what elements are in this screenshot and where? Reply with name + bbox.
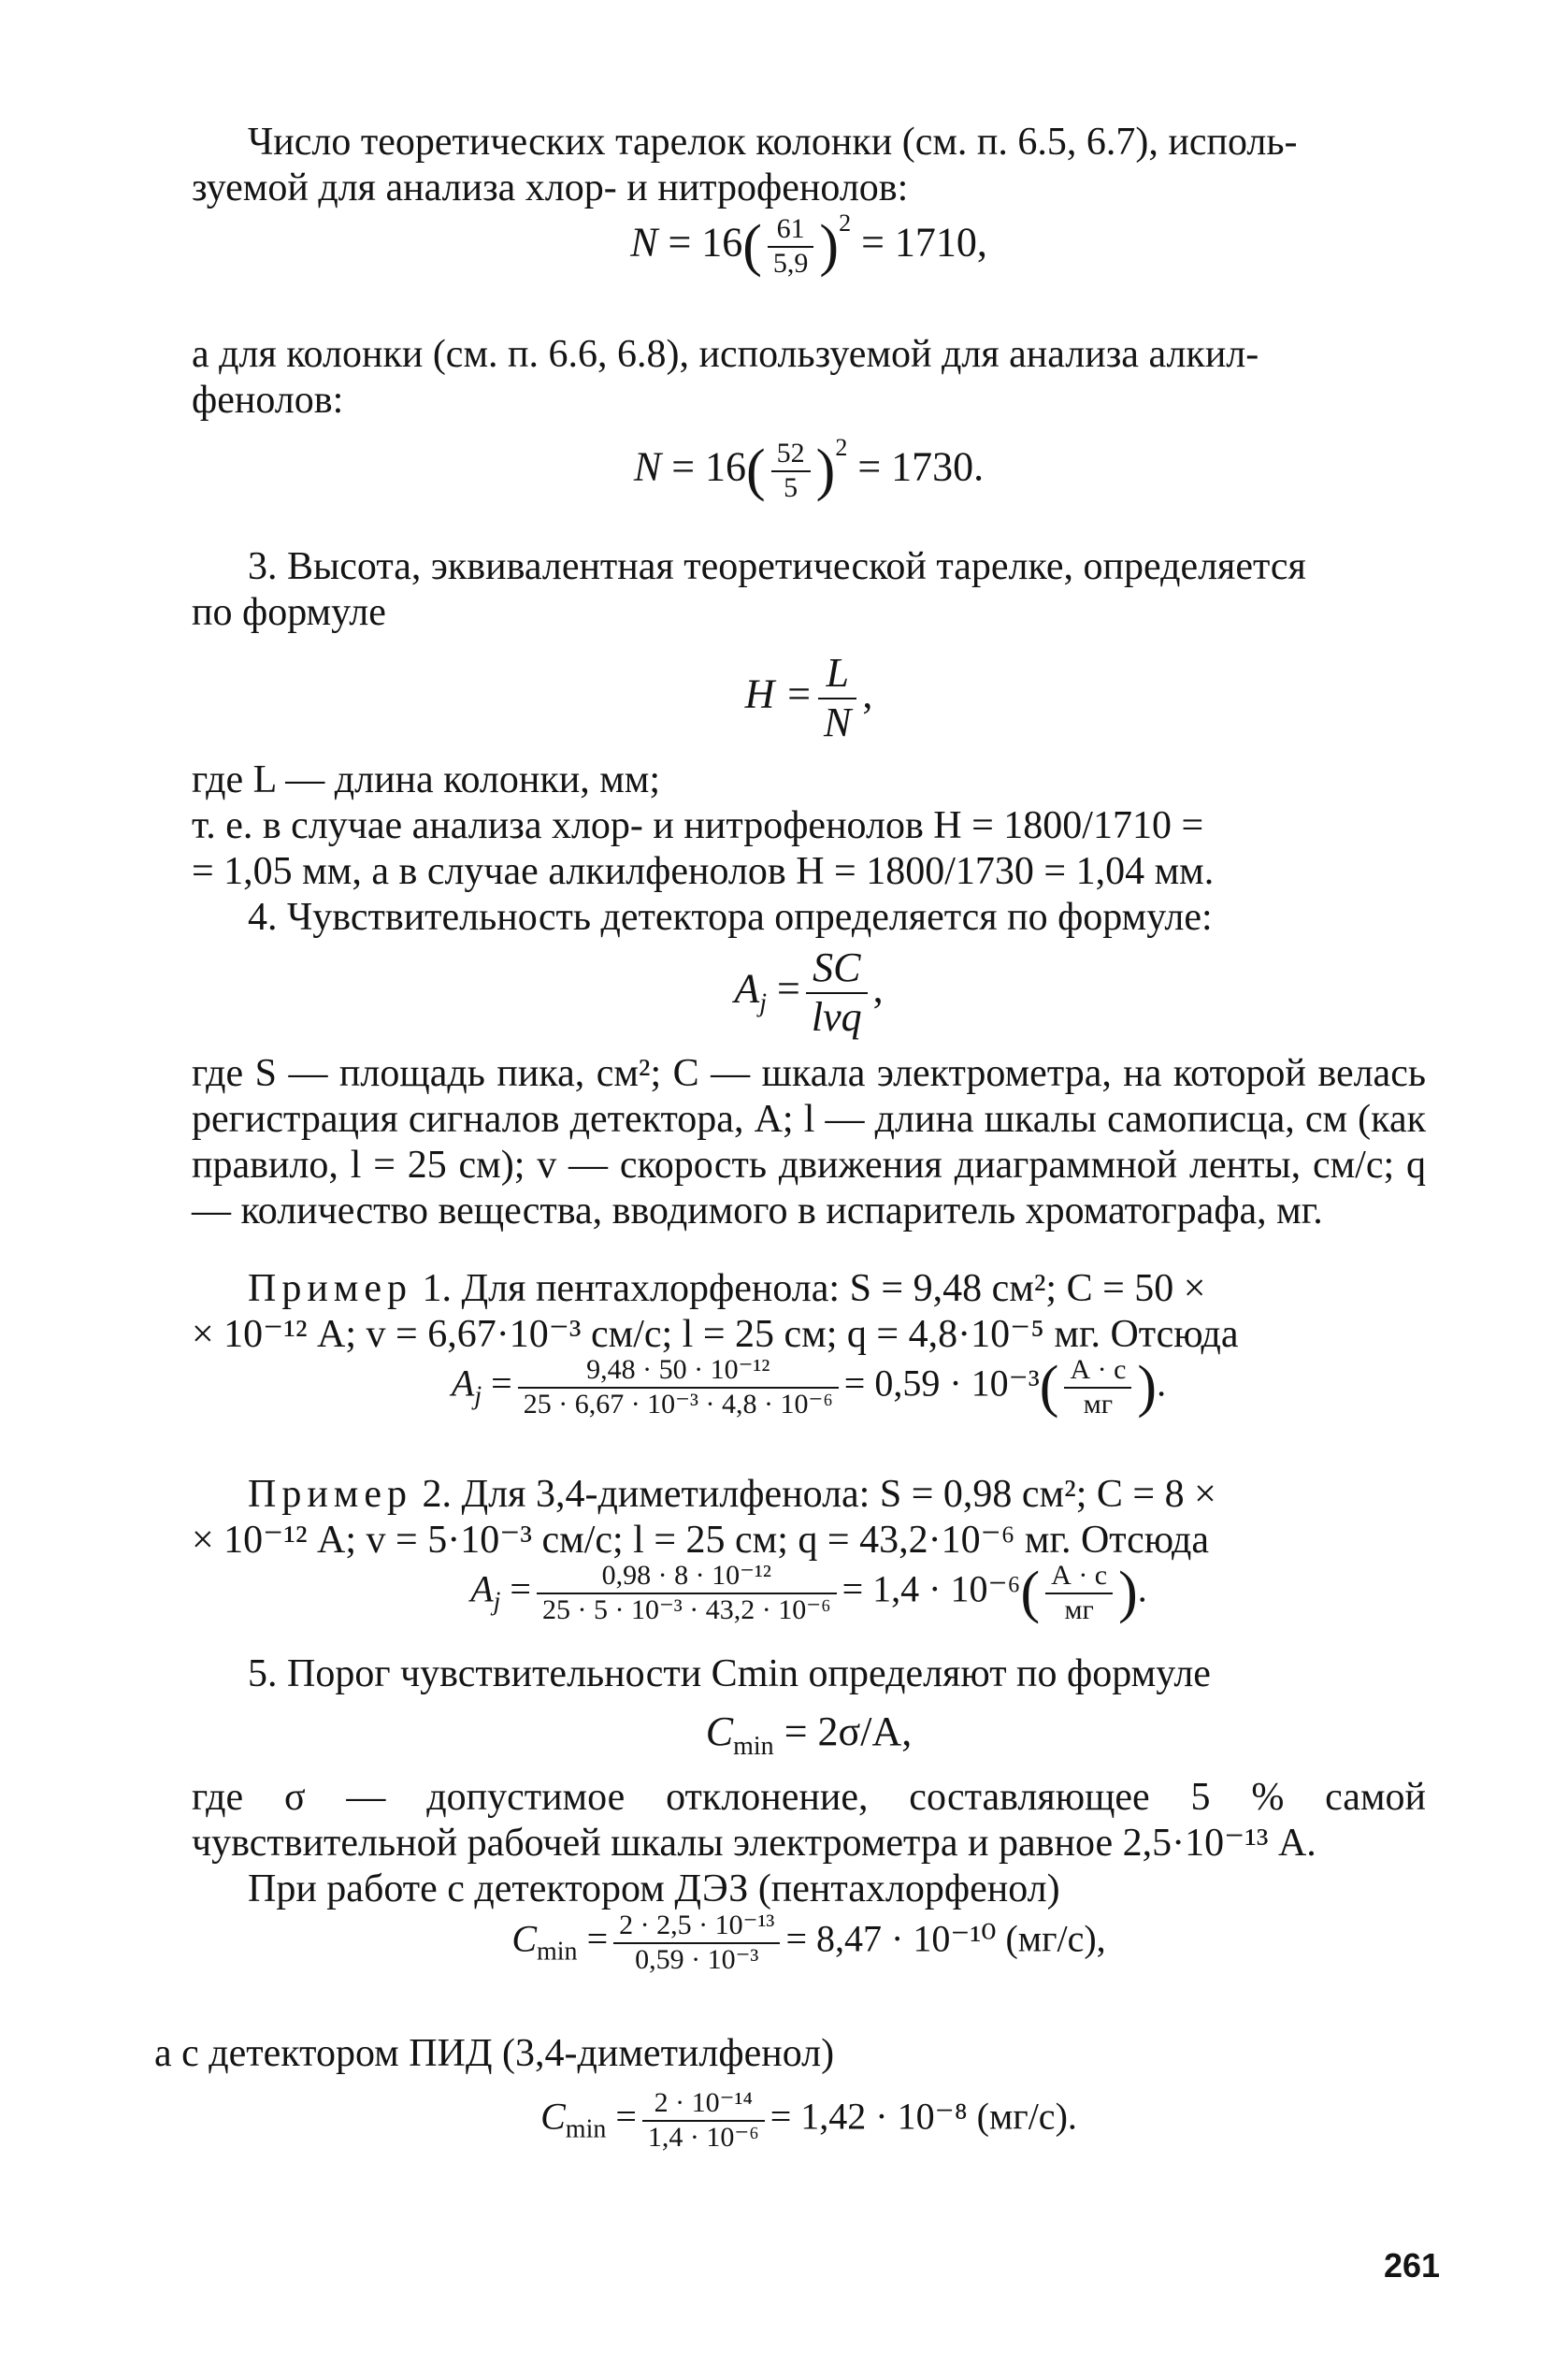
- eq3-tail: ,: [862, 670, 873, 717]
- eq3-denominator: N: [824, 699, 852, 745]
- eq2-coef: 16: [705, 443, 747, 490]
- eq4-tail: ,: [872, 965, 884, 1012]
- eq2-result: = 1730.: [857, 443, 985, 490]
- page-number: 261: [1384, 2246, 1441, 2285]
- where-s-paragraph: [192, 1051, 1426, 1234]
- eq6-unit-num: А · с: [1045, 1560, 1113, 1594]
- example-1-text-2: × 10⁻¹² А; v = 6,67·10⁻³ см/с; l = 25 см; q = 4,8·10⁻⁵ мг. Отсюда: [192, 1313, 1239, 1356]
- eq8-numerator: 2 · 2,5 · 10⁻¹³: [613, 1910, 780, 1944]
- eq9-denominator: 1,4 · 10⁻⁶: [647, 2121, 759, 2153]
- dez-line: При работе с детектором ДЭЗ (пентахлорфенол): [248, 1867, 1060, 1910]
- item-4-line: 4. Чувствительность детектора определяется по формуле:: [248, 896, 1213, 939]
- eq3-numerator: L: [818, 650, 856, 699]
- eq1-coef: 16: [701, 219, 743, 266]
- formula-n-chlorophenols: N = 16( $\frac{61}{5,9}$ )$^2$ = 1710,: [630, 209, 987, 279]
- eq5-numerator: 9,48 · 50 · 10⁻¹²: [518, 1354, 839, 1389]
- eq6-numerator: 0,98 · 8 · 10⁻¹²: [537, 1560, 837, 1594]
- where-sigma-text: где σ — допустимое отклонение, составляющее 5 % самой чувствительной рабочей шкалы электрометра и равное 2,5·10⁻¹³ А.: [192, 1776, 1426, 1865]
- eq1-denominator: 5,9: [772, 247, 809, 279]
- formula-cmin: [192, 1708, 1426, 1761]
- eq2-power: 2: [835, 434, 848, 461]
- formula-sensitivity: [192, 944, 1426, 1041]
- eq9-result: = 1,42 · 10⁻⁸ (мг/с).: [770, 2095, 1077, 2138]
- h-values-line-2: = 1,05 мм, а в случае алкилфенолов H = 1800/1730 = 1,04 мм.: [192, 850, 1215, 893]
- eq4-lhs: A: [734, 965, 760, 1012]
- alkyl-paragraph: [192, 332, 1426, 424]
- formula-h: [192, 650, 1426, 746]
- eq4-numerator: SC: [806, 944, 868, 994]
- eq9-lhs: C: [540, 2095, 566, 2138]
- item-5-line: 5. Порог чувствительности Cmin определяют по формуле: [248, 1652, 1211, 1695]
- alkyl-line-1: а для колонки (см. п. 6.6, 6.8), используемой для анализа алкил-: [192, 333, 1259, 376]
- eq1-result: = 1710,: [861, 219, 987, 266]
- formula-example-2: $A_j$ = $\frac{\text{0,98 · 8 · 10⁻¹²}}{\text{25 · 5 · 10⁻³ · 43,2 · 10⁻⁶}}$ = 1,4 · 10⁻⁶( $\frac{А \cdot с}{мг}$ ).: [470, 1560, 1147, 1625]
- eq7-lhs: C: [705, 1708, 734, 1754]
- eq5-denominator: 25 · 6,67 · 10⁻³ · 4,8 · 10⁻⁶: [523, 1388, 833, 1420]
- eq5-result: = 0,59 · 10⁻³: [843, 1362, 1040, 1405]
- eq5-lhs-sub: j: [474, 1381, 482, 1411]
- formula-n-alkylphenols: N = 16( $\frac{52}{5}$ )$^2$ = 1730.: [633, 434, 985, 503]
- example-1: [192, 1266, 1426, 1358]
- example-1-label: Пример: [248, 1267, 413, 1310]
- item-3-line-1: 3. Высота, эквивалентная теоретической тарелке, определяется: [248, 545, 1306, 588]
- eq8-result: = 8,47 · 10⁻¹⁰ (мг/с),: [785, 1917, 1106, 1960]
- eq5-lhs: A: [451, 1362, 475, 1405]
- eq2-numerator: 52: [771, 438, 811, 472]
- eq8-lhs-sub: min: [537, 1937, 578, 1967]
- eq5-unit-den: мг: [1083, 1388, 1114, 1420]
- where-s-text: где S — площадь пика, см²; C — шкала электрометра, на которой велась регистрация сигналов детектора, А; l — длина шкалы самописца, см (как правило, l = 25 см); v — скорость движения диаграммной ленты, см/с; q — количество вещества, вводимого в испаритель хроматографа, мг.: [192, 1052, 1426, 1232]
- eq6-denominator: 25 · 5 · 10⁻³ · 43,2 · 10⁻⁶: [541, 1593, 831, 1625]
- eq1-power: 2: [839, 209, 852, 237]
- eq6-unit-den: мг: [1064, 1593, 1094, 1625]
- where-l-line: где L — длина колонки, мм;: [192, 758, 661, 801]
- eq7-lhs-sub: min: [733, 1731, 774, 1761]
- eq3-lhs: H =: [744, 670, 813, 717]
- eq6-lhs: A: [470, 1567, 494, 1610]
- example-2-text-2: × 10⁻¹² А; v = 5·10⁻³ см/с; l = 25 см; q = 43,2·10⁻⁶ мг. Отсюда: [192, 1519, 1210, 1562]
- alkyl-line-2: фенолов:: [192, 379, 344, 422]
- eq4-lhs-sub: j: [759, 988, 768, 1018]
- item-3-paragraph: [192, 544, 1426, 636]
- formula-example-1: $A_j$ = $\frac{\text{9,48 · 50 · 10⁻¹²}}{\text{25 · 6,67 · 10⁻³ · 4,8 · 10⁻⁶}}$ = 0,59 · 10⁻³( $\frac{А \cdot с}{мг}$ ).: [451, 1354, 1167, 1420]
- example-2: [192, 1472, 1426, 1564]
- example-1-text-1: 1. Для пентахлорфенола: S = 9,48 см²; C = 50 ×: [422, 1267, 1206, 1310]
- eq9-numerator: 2 · 10⁻¹⁴: [642, 2087, 765, 2122]
- eq5-unit-num: А · с: [1064, 1354, 1131, 1389]
- example-2-text-1: 2. Для 3,4-диметилфенола: S = 0,98 см²; C = 8 ×: [422, 1473, 1216, 1516]
- eq9-lhs-sub: min: [565, 2114, 607, 2144]
- h-values-line-1: т. е. в случае анализа хлор- и нитрофенолов H = 1800/1710 =: [192, 804, 1204, 847]
- example-2-label: Пример: [248, 1473, 413, 1516]
- eq6-lhs-sub: j: [493, 1587, 501, 1617]
- eq7-rhs: = 2σ/A,: [784, 1708, 913, 1754]
- pid-line: а с детектором ПИД (3,4-диметилфенол): [154, 2032, 835, 2075]
- eq4-equals: =: [777, 965, 800, 1012]
- intro-paragraph: [192, 120, 1426, 211]
- intro-line-2: зуемой для анализа хлор- и нитрофенолов:: [192, 166, 909, 209]
- eq8-lhs: C: [511, 1917, 537, 1960]
- h-explanation: [192, 757, 1426, 941]
- eq6-tail: .: [1137, 1567, 1147, 1610]
- formula-cmin-dez: $C_{min}$ = $\frac{\text{2 · 2,5 · 10⁻¹³}}{\text{0,59 · 10⁻³}}$ = 8,47 · 10⁻¹⁰ (мг/с),: [511, 1910, 1106, 1975]
- pid-paragraph: [154, 2031, 1388, 2077]
- eq2-denominator: 5: [784, 471, 798, 503]
- eq8-denominator: 0,59 · 10⁻³: [635, 1943, 759, 1975]
- eq4-denominator: lvq: [811, 993, 862, 1040]
- formula-cmin-pid: $C_{min}$ = $\frac{\text{2 · 10⁻¹⁴}}{\text{1,4 · 10⁻⁶}}$ = 1,42 · 10⁻⁸ (мг/с).: [540, 2087, 1077, 2153]
- eq1-lhs: N: [630, 219, 658, 266]
- eq5-tail: .: [1157, 1362, 1167, 1405]
- intro-line-1: Число теоретических тарелок колонки (см. п. 6.5, 6.7), исполь-: [248, 121, 1298, 164]
- item-3-line-2: по формуле: [192, 591, 386, 634]
- eq1-numerator: 61: [768, 213, 814, 248]
- item-5-paragraph: [192, 1651, 1426, 1697]
- eq2-lhs: N: [633, 443, 662, 490]
- where-sigma-paragraph: [192, 1775, 1426, 1912]
- eq6-result: = 1,4 · 10⁻⁶: [842, 1567, 1021, 1610]
